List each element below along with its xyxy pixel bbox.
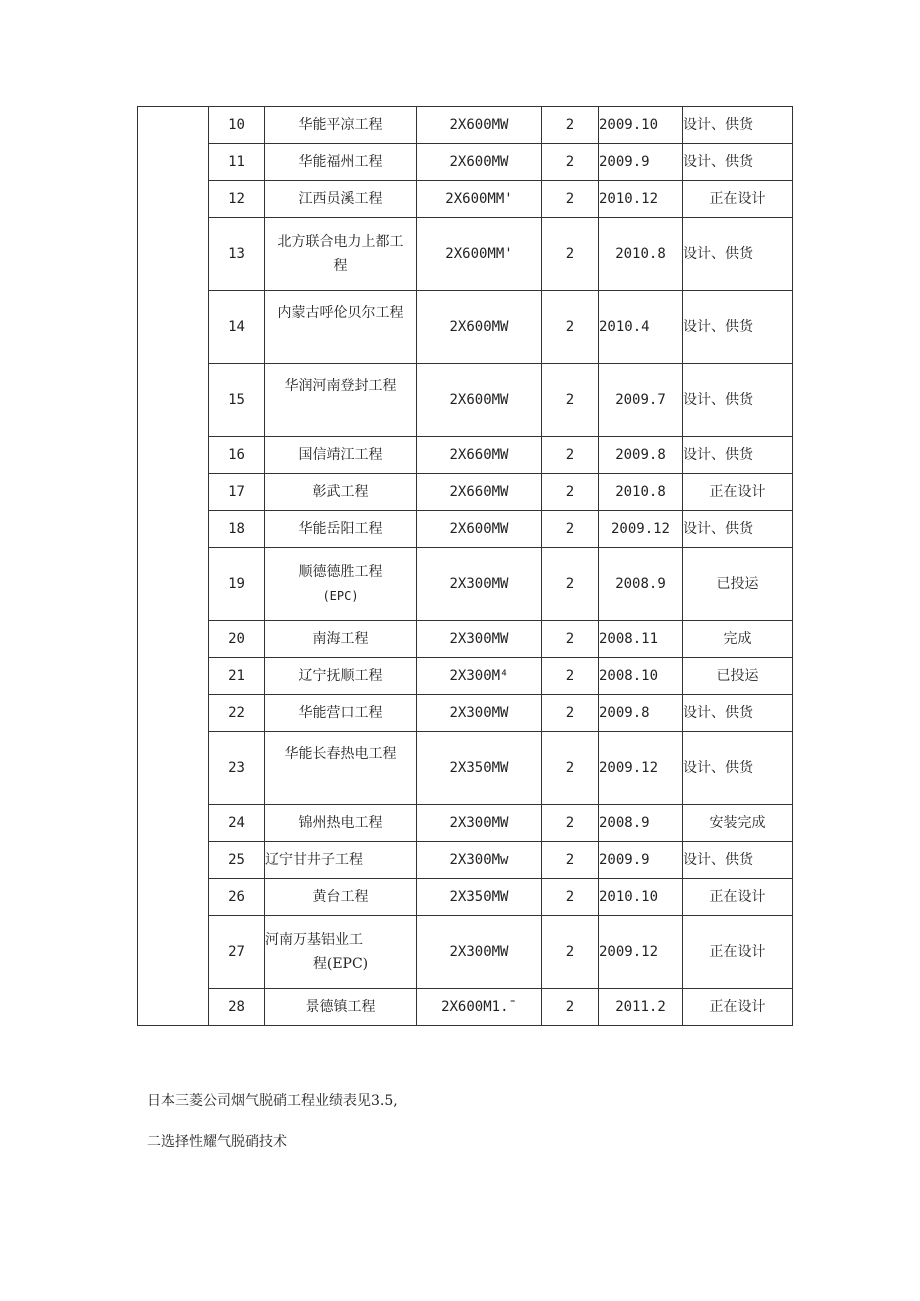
- operation-date: 2009.9: [599, 842, 683, 879]
- unit-count: 2: [542, 291, 599, 364]
- project-status: 设计、供货: [683, 732, 793, 805]
- project-status: 完成: [683, 621, 793, 658]
- row-number: 17: [209, 474, 265, 511]
- category-cell: [138, 107, 209, 1026]
- row-number: 12: [209, 181, 265, 218]
- unit-count: 2: [542, 437, 599, 474]
- project-status: 正在设计: [683, 879, 793, 916]
- capacity: 2X660MW: [417, 474, 542, 511]
- table-row: [138, 218, 793, 291]
- project-name: 彰武工程: [265, 474, 417, 511]
- unit-count: 2: [542, 621, 599, 658]
- project-name-line-2: 程(EPC): [312, 956, 369, 972]
- project-status: 设计、供货: [683, 291, 793, 364]
- capacity: 2X300MW: [417, 621, 542, 658]
- project-status: 设计、供货: [683, 695, 793, 732]
- project-status: 正在设计: [683, 989, 793, 1026]
- capacity: 2X600MM': [417, 218, 542, 291]
- project-status: 设计、供货: [683, 364, 793, 437]
- row-number: 23: [209, 732, 265, 805]
- row-number: 25: [209, 842, 265, 879]
- operation-date: 2009.8: [599, 695, 683, 732]
- table-row: [138, 732, 793, 805]
- operation-date: 2008.9: [599, 548, 683, 621]
- unit-count: 2: [542, 732, 599, 805]
- capacity: 2X600MW: [417, 107, 542, 144]
- project-name: 华润河南登封工程: [265, 364, 417, 437]
- project-status: 设计、供货: [683, 842, 793, 879]
- unit-count: 2: [542, 695, 599, 732]
- row-number: 27: [209, 916, 265, 989]
- row-number: 21: [209, 658, 265, 695]
- capacity: 2X300M⁴: [417, 658, 542, 695]
- capacity: 2X600MM': [417, 181, 542, 218]
- operation-date: 2008.10: [599, 658, 683, 695]
- unit-count: 2: [542, 511, 599, 548]
- row-number: 19: [209, 548, 265, 621]
- table-row: [138, 658, 793, 695]
- project-name: 华能平凉工程: [265, 107, 417, 144]
- project-status: 设计、供货: [683, 511, 793, 548]
- operation-date: 2011.2: [599, 989, 683, 1026]
- row-number: 26: [209, 879, 265, 916]
- project-name: 华能营口工程: [265, 695, 417, 732]
- capacity: 2X350MW: [417, 879, 542, 916]
- operation-date: 2009.12: [599, 511, 683, 548]
- project-name: 景德镇工程: [265, 989, 417, 1026]
- unit-count: 2: [542, 989, 599, 1026]
- capacity: 2X350MW: [417, 732, 542, 805]
- project-name: 辽宁抚顺工程: [265, 658, 417, 695]
- unit-count: 2: [542, 805, 599, 842]
- table-row: [138, 144, 793, 181]
- project-status: 正在设计: [683, 474, 793, 511]
- capacity: 2X600MW: [417, 291, 542, 364]
- unit-count: 2: [542, 879, 599, 916]
- unit-count: 2: [542, 364, 599, 437]
- project-name: [265, 916, 417, 989]
- table-row: [138, 805, 793, 842]
- unit-count: 2: [542, 548, 599, 621]
- table-row: [138, 511, 793, 548]
- project-name: 国信靖江工程: [265, 437, 417, 474]
- project-name-line-1: 北方联合电力上都工: [277, 234, 404, 250]
- operation-date: 2009.7: [599, 364, 683, 437]
- project-name-line-1: 河南万基铝业工: [265, 932, 363, 948]
- row-number: 22: [209, 695, 265, 732]
- capacity: 2X300Mw: [417, 842, 542, 879]
- row-number: 24: [209, 805, 265, 842]
- table-row: [138, 364, 793, 437]
- project-status: 已投运: [683, 658, 793, 695]
- project-name: 黄台工程: [265, 879, 417, 916]
- project-status: 设计、供货: [683, 144, 793, 181]
- capacity: 2X600MW: [417, 364, 542, 437]
- capacity: 2X660MW: [417, 437, 542, 474]
- project-name: 华能福州工程: [265, 144, 417, 181]
- table-row: [138, 842, 793, 879]
- unit-count: 2: [542, 218, 599, 291]
- capacity: 2X300MW: [417, 548, 542, 621]
- capacity: 2X300MW: [417, 695, 542, 732]
- operation-date: 2009.9: [599, 144, 683, 181]
- project-name-line-1: 顺德德胜工程: [298, 564, 383, 580]
- project-name: 内蒙古呼伦贝尔工程: [265, 291, 417, 364]
- capacity: 2X600MW: [417, 511, 542, 548]
- unit-count: 2: [542, 107, 599, 144]
- row-number: 14: [209, 291, 265, 364]
- table-row: [138, 879, 793, 916]
- project-status: 设计、供货: [683, 437, 793, 474]
- table-row: [138, 107, 793, 144]
- table-row: [138, 989, 793, 1026]
- operation-date: 2009.8: [599, 437, 683, 474]
- project-status: 正在设计: [683, 181, 793, 218]
- project-name: 辽宁甘井子工程: [265, 842, 417, 879]
- operation-date: 2009.12: [599, 732, 683, 805]
- operation-date: 2008.9: [599, 805, 683, 842]
- row-number: 11: [209, 144, 265, 181]
- project-name-line-2: 程: [333, 258, 348, 274]
- project-status: 设计、供货: [683, 107, 793, 144]
- project-name: 南海工程: [265, 621, 417, 658]
- table-row: [138, 291, 793, 364]
- table-row: [138, 621, 793, 658]
- row-number: 18: [209, 511, 265, 548]
- table-row: [138, 548, 793, 621]
- table-row: [138, 916, 793, 989]
- project-name: [265, 548, 417, 621]
- table-row: [138, 181, 793, 218]
- row-number: 15: [209, 364, 265, 437]
- unit-count: 2: [542, 916, 599, 989]
- project-status: 已投运: [683, 548, 793, 621]
- table-row: [138, 695, 793, 732]
- project-name: [265, 218, 417, 291]
- unit-count: 2: [542, 144, 599, 181]
- project-name: 华能岳阳工程: [265, 511, 417, 548]
- operation-date: 2010.12: [599, 181, 683, 218]
- section-heading: 二选择性耀气脱硝技术: [147, 1134, 287, 1150]
- body-paragraph: 日本三菱公司烟气脱硝工程业绩表见3.5,: [147, 1093, 398, 1109]
- project-status: 正在设计: [683, 916, 793, 989]
- row-number: 16: [209, 437, 265, 474]
- unit-count: 2: [542, 842, 599, 879]
- unit-count: 2: [542, 474, 599, 511]
- operation-date: 2009.12: [599, 916, 683, 989]
- operation-date: 2009.10: [599, 107, 683, 144]
- row-number: 13: [209, 218, 265, 291]
- table-row: [138, 437, 793, 474]
- operation-date: 2010.4: [599, 291, 683, 364]
- operation-date: 2010.8: [599, 218, 683, 291]
- capacity: 2X300MW: [417, 805, 542, 842]
- project-name: 江西员溪工程: [265, 181, 417, 218]
- operation-date: 2010.8: [599, 474, 683, 511]
- project-status: 安装完成: [683, 805, 793, 842]
- project-name-line-2: (EPC): [322, 589, 359, 603]
- row-number: 10: [209, 107, 265, 144]
- unit-count: 2: [542, 181, 599, 218]
- project-records-table: [137, 106, 793, 1026]
- operation-date: 2008.11: [599, 621, 683, 658]
- project-status: 设计、供货: [683, 218, 793, 291]
- capacity: 2X600M1.ˉ: [417, 989, 542, 1026]
- unit-count: 2: [542, 658, 599, 695]
- row-number: 20: [209, 621, 265, 658]
- project-name: 锦州热电工程: [265, 805, 417, 842]
- capacity: 2X600MW: [417, 144, 542, 181]
- project-name: 华能长春热电工程: [265, 732, 417, 805]
- row-number: 28: [209, 989, 265, 1026]
- table-row: [138, 474, 793, 511]
- capacity: 2X300MW: [417, 916, 542, 989]
- operation-date: 2010.10: [599, 879, 683, 916]
